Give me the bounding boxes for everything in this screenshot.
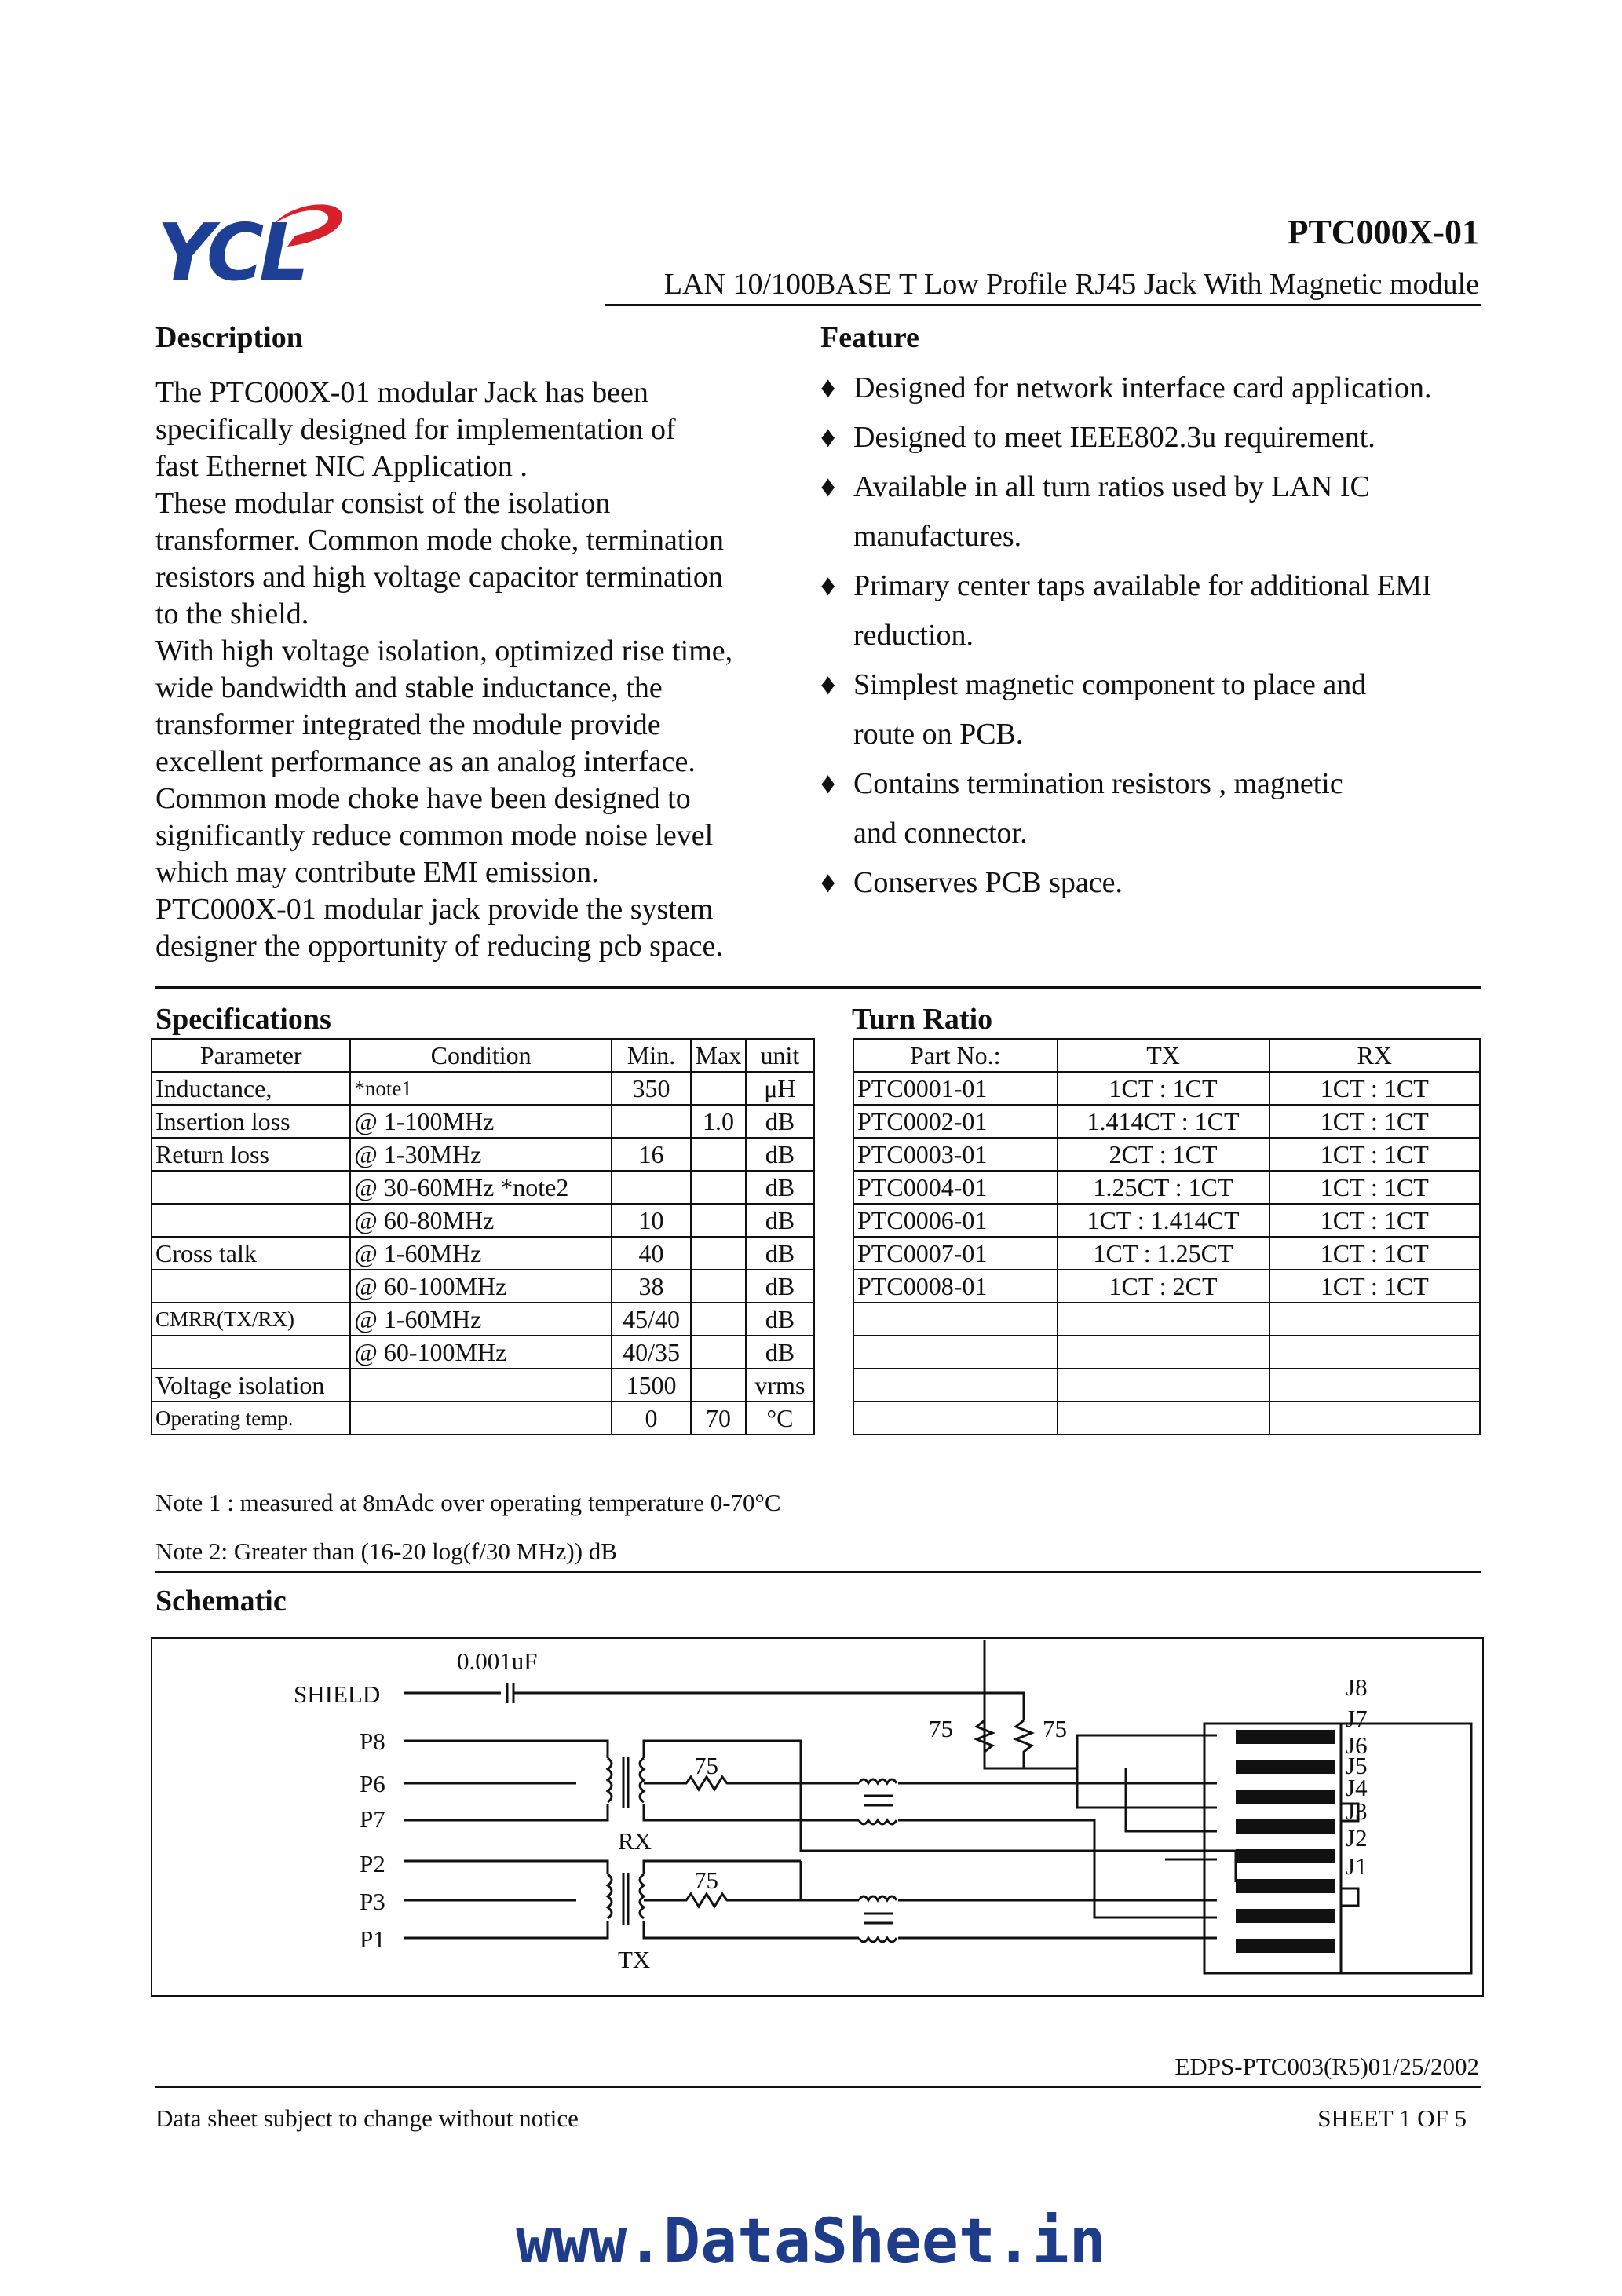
- pin-label: P1: [360, 1925, 385, 1953]
- diamond-bullet-icon: ♦: [820, 668, 836, 701]
- feature-heading: Feature: [820, 321, 919, 354]
- resistor-label: 75: [929, 1715, 953, 1742]
- table-row: Operating temp. 0 70 °C: [152, 1402, 814, 1435]
- pin-label: P3: [360, 1888, 385, 1915]
- table-row: Insertion loss @ 1-100MHz 1.0 dB: [152, 1105, 814, 1138]
- turn-ratio-heading: Turn Ratio: [852, 1003, 993, 1036]
- table-row: @ 60-80MHz 10 dB: [152, 1204, 814, 1237]
- diamond-bullet-icon: ♦: [820, 470, 836, 503]
- shield-label: SHIELD: [294, 1680, 381, 1708]
- pin-label: P2: [360, 1850, 385, 1877]
- table-row: Cross talk @ 1-60MHz 40 dB: [152, 1237, 814, 1270]
- pin-label: P7: [360, 1805, 385, 1833]
- diamond-bullet-icon: ♦: [820, 767, 836, 800]
- pin-label: P6: [360, 1770, 385, 1797]
- table-row: Inductance, *note1 350 μH: [152, 1072, 814, 1105]
- watermark: www.DataSheet.in: [516, 2206, 1106, 2277]
- jack-pin-label: J6: [1346, 1731, 1368, 1759]
- table-row: @ 60-100MHz 40/35 dB: [152, 1336, 814, 1369]
- rx-label: RX: [618, 1827, 652, 1855]
- footer-divider: [155, 2086, 1481, 2088]
- description-heading: Description: [155, 321, 303, 354]
- jack-pin-label: J4: [1346, 1774, 1368, 1801]
- table-row: [853, 1336, 1480, 1369]
- svg-text:YCL: YCL: [157, 207, 305, 287]
- schematic-diagram: [151, 1637, 1484, 1997]
- table-row: PTC0007-01 1CT : 1.25CT 1CT : 1CT: [853, 1237, 1480, 1270]
- table-header-row: Parameter Condition Min. Max unit: [152, 1039, 814, 1072]
- table-row: CMRR(TX/RX) @ 1-60MHz 45/40 dB: [152, 1303, 814, 1336]
- company-logo: [155, 195, 344, 287]
- tx-label: TX: [618, 1946, 651, 1973]
- table-row: PTC0001-01 1CT : 1CT 1CT : 1CT: [853, 1072, 1480, 1105]
- note-1: Note 1 : measured at 8mAdc over operating temperature 0-70°C: [155, 1489, 781, 1516]
- capacitor-label: 0.001uF: [457, 1647, 538, 1675]
- table-row: [853, 1303, 1480, 1336]
- specifications-table: [151, 1038, 815, 1435]
- description-text: The PTC000X-01 modular Jack has been specifically designed for implementation of fast Ethernet NIC Application . These modular consist of the isolation transformer. Common mode choke, termination resistors and high voltage capacitor termination to the shield. With high voltage isolation, optimized rise time, wide bandwidth and stable inductance, the transformer integrated the module provide excellent performance as an analog interface. Common mode choke have been designed to significantly reduce common mode noise level which may contribute EMI emission. PTC000X-01 modular jack provide the system designer the opportunity of reducing pcb space.: [155, 376, 733, 963]
- resistor-label: 75: [694, 1866, 718, 1894]
- footer-disclaimer: Data sheet subject to change without notice: [155, 2104, 579, 2132]
- jack-pin-label: J3: [1346, 1797, 1368, 1825]
- jack-pin-label: J7: [1346, 1705, 1368, 1732]
- jack-pin-label: J1: [1346, 1852, 1368, 1880]
- section-divider: [155, 986, 1481, 989]
- table-row: [853, 1369, 1480, 1402]
- jack-pin-label: J2: [1346, 1824, 1368, 1852]
- table-row: @ 30-60MHz *note2 dB: [152, 1171, 814, 1204]
- diamond-bullet-icon: ♦: [820, 866, 836, 899]
- table-row: Voltage isolation 1500 vrms: [152, 1369, 814, 1402]
- jack-pin-label: J5: [1346, 1752, 1368, 1779]
- table-row: [853, 1402, 1480, 1435]
- table-row: PTC0002-01 1.414CT : 1CT 1CT : 1CT: [853, 1105, 1480, 1138]
- sheet-number: SHEET 1 OF 5: [1317, 2104, 1467, 2132]
- section-divider: [155, 1571, 1481, 1573]
- table-row: PTC0003-01 2CT : 1CT 1CT : 1CT: [853, 1138, 1480, 1171]
- pin-label: P8: [360, 1727, 385, 1755]
- schematic-heading: Schematic: [155, 1585, 287, 1618]
- product-subtitle: LAN 10/100BASE T Low Profile RJ45 Jack With Magnetic module: [663, 268, 1479, 301]
- note-2: Note 2: Greater than (16-20 log(f/30 MHz)) dB: [155, 1537, 617, 1565]
- diamond-bullet-icon: ♦: [820, 421, 836, 454]
- table-row: @ 60-100MHz 38 dB: [152, 1270, 814, 1303]
- part-number-title: PTC000X-01: [1287, 213, 1479, 251]
- header-divider: [605, 304, 1481, 306]
- table-header-row: Part No.: TX RX: [853, 1039, 1480, 1072]
- diamond-bullet-icon: ♦: [820, 569, 836, 602]
- turn-ratio-table: [853, 1038, 1481, 1435]
- table-row: PTC0006-01 1CT : 1.414CT 1CT : 1CT: [853, 1204, 1480, 1237]
- table-row: Return loss @ 1-30MHz 16 dB: [152, 1138, 814, 1171]
- resistor-label: 75: [1043, 1715, 1067, 1742]
- table-row: PTC0004-01 1.25CT : 1CT 1CT : 1CT: [853, 1171, 1480, 1204]
- jack-pin-label: J8: [1346, 1673, 1368, 1701]
- document-code: EDPS-PTC003(R5)01/25/2002: [1174, 2053, 1479, 2080]
- specifications-heading: Specifications: [155, 1003, 331, 1036]
- diamond-bullet-icon: ♦: [820, 371, 836, 404]
- table-row: PTC0008-01 1CT : 2CT 1CT : 1CT: [853, 1270, 1480, 1303]
- resistor-label: 75: [694, 1752, 718, 1779]
